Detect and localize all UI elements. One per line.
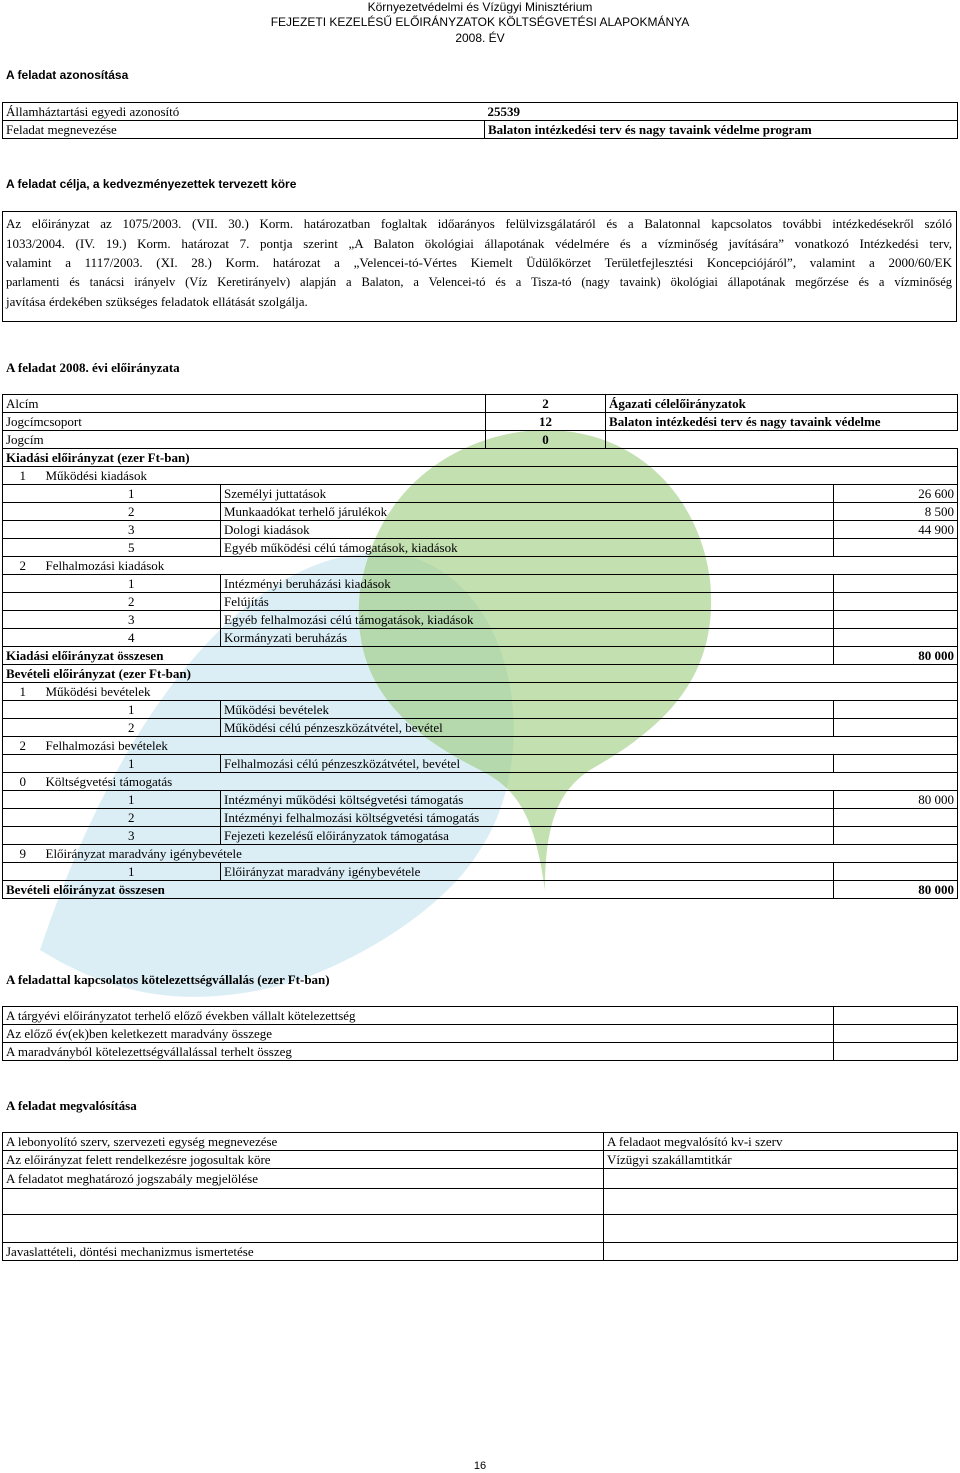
table-row: 1 Működési bevételek	[3, 701, 958, 719]
revenue-total-value: 80 000	[834, 881, 958, 899]
table-row: 9 Előirányzat maradvány igénybevétele	[3, 845, 958, 863]
revenue-header: Bevételi előirányzat (ezer Ft-ban)	[3, 665, 958, 683]
purpose-line: javítása érdekében szükséges feladatok ellátását szolgálja.	[6, 294, 308, 309]
table-row: Javaslattételi, döntési mechanizmus ismertetése	[3, 1243, 958, 1261]
table-row	[3, 449, 958, 467]
purpose-title: A feladat célja, a kedvezményezettek tervezett köre	[6, 177, 297, 191]
table-row: A lebonyolító szerv, szervezeti egység megnevezése A feladaot megvalósító kv-i szerv	[3, 1133, 958, 1151]
table-row: 1 Működési bevételek	[3, 683, 958, 701]
purpose-line: valamint a 1117/2003. (XI. 28.) Korm. határozat a „Velencei-tó-Vértes Kiemelt Üdülőkörzet Területfejlesztési Koncepciójáról”, valamint a 2000/60/EK	[6, 255, 952, 270]
alcim-label: Alcím	[3, 395, 486, 413]
expense-header: Kiadási előirányzat (ezer Ft-ban)	[3, 449, 958, 467]
budget-table	[2, 394, 958, 899]
table-row: Az előirányzat felett rendelkezésre jogosultak köre Vízügyi szakállamtitkár	[3, 1151, 958, 1169]
revenue-group-name: Felhalmozási bevételek	[43, 737, 958, 755]
expense-group-name: Felhalmozási kiadások	[43, 557, 958, 575]
page-number: 16	[473, 1460, 487, 1472]
budget-title: A feladat 2008. évi előirányzata	[6, 360, 180, 375]
alcim-name: Ágazati célelőirányzatok	[606, 395, 958, 413]
table-row	[3, 1189, 958, 1215]
expense-total-label: Kiadási előirányzat összesen	[3, 647, 834, 665]
id-value: 25539	[485, 103, 958, 121]
identification-table	[2, 102, 958, 139]
table-row: 1 Működési kiadások	[3, 467, 958, 485]
commitment-table	[2, 1006, 958, 1061]
table-row	[3, 647, 958, 665]
purpose-line: 1033/2004. (IV. 19.) Korm. határozat 7. pontja szerint „A Balaton ökológiai állapotának védelmére és a vízminőség javítására” vonatkozó Intézkedési terv,	[6, 235, 952, 251]
table-row	[3, 121, 958, 139]
table-row: 2 Felhalmozási bevételek	[3, 737, 958, 755]
table-row: 1 Intézményi beruházási kiadások	[3, 575, 958, 593]
implementation-title: A feladat megvalósítása	[6, 1098, 137, 1113]
implementation-table	[2, 1132, 958, 1261]
table-row	[3, 665, 958, 683]
table-row: 4 Kormányzati beruházás	[3, 629, 958, 647]
table-row: 2 Működési célú pénzeszközátvétel, bevétel	[3, 719, 958, 737]
table-row	[3, 881, 958, 899]
task-name-label: Feladat megnevezése	[3, 121, 203, 139]
table-row	[3, 103, 958, 121]
table-row: 5 Egyéb működési célú támogatások, kiadások	[3, 539, 958, 557]
revenue-group-name: Előirányzat maradvány igénybevétele	[43, 845, 958, 863]
purpose-text	[6, 214, 952, 312]
revenue-group-name: Működési bevételek	[43, 683, 958, 701]
table-row	[3, 431, 958, 449]
jogcimcsoport-num: 12	[486, 413, 606, 431]
jogcimcsoport-name: Balaton intézkedési terv és nagy tavaink védelme	[606, 413, 958, 431]
ministry-name: Környezetvédelmi és Vízügyi Minisztérium	[367, 0, 593, 14]
table-row: 2 Intézményi felhalmozási költségvetési támogatás	[3, 809, 958, 827]
revenue-total-label: Bevételi előirányzat összesen	[3, 881, 834, 899]
table-row	[3, 1215, 958, 1243]
table-row	[3, 395, 958, 413]
purpose-line: Az előirányzat az 1075/2003. (VII. 30.) Korm. határozatban foglaltak időarányos felülvizsgálatáról és a Balatonnal kapcsolatos további intézkedésekről szóló	[6, 216, 952, 231]
table-row: Az előző év(ek)ben keletkezett maradvány összege	[3, 1025, 958, 1043]
table-row: 3 Egyéb felhalmozási célú támogatások, kiadások	[3, 611, 958, 629]
jogcimcsoport-label: Jogcímcsoport	[3, 413, 486, 431]
document-title: FEJEZETI KEZELÉSŰ ELŐIRÁNYZATOK KÖLTSÉGVETÉSI ALAPOKMÁNYA	[270, 15, 690, 29]
alcim-num: 2	[486, 395, 606, 413]
identification-title: A feladat azonosítása	[6, 68, 129, 82]
table-row: A tárgyévi előirányzatot terhelő előző években vállalt kötelezettség	[3, 1007, 958, 1025]
purpose-line: parlamenti és tanácsi irányelv (Víz Keretirányelv) alapján a Balaton, a Velencei-tó és a Tisza-tó (nagy tavaink) ökológiai állapotának megőrzése és a vízminőség	[6, 274, 952, 289]
expense-group-name: Működési kiadások	[43, 467, 958, 485]
table-row: 3 Fejezeti kezelésű előirányzatok támogatása	[3, 827, 958, 845]
table-row: 0 Költségvetési támogatás	[3, 773, 958, 791]
table-row: 1 Intézményi működési költségvetési támogatás 80 000	[3, 791, 958, 809]
table-row: 1 Előirányzat maradvány igénybevétele	[3, 863, 958, 881]
table-row	[3, 413, 958, 431]
jogcim-num: 0	[486, 431, 606, 449]
table-row: A maradványból kötelezettségvállalással terhelt összeg	[3, 1043, 958, 1061]
jogcim-label: Jogcím	[3, 431, 486, 449]
expense-total-value: 80 000	[834, 647, 958, 665]
document-year: 2008. ÉV	[455, 31, 505, 45]
revenue-group-name: Költségvetési támogatás	[43, 773, 958, 791]
table-row: 2 Munkaadókat terhelő járulékok 8 500	[3, 503, 958, 521]
table-row: A feladatot meghatározó jogszabály megjelölése	[3, 1169, 958, 1189]
commitment-title: A feladattal kapcsolatos kötelezettségvállalás (ezer Ft-ban)	[6, 972, 330, 987]
task-name-value: Balaton intézkedési terv és nagy tavaink védelme program	[485, 121, 958, 139]
id-label: Államháztartási egyedi azonosító	[3, 103, 203, 121]
table-row: 1 Személyi juttatások 26 600	[3, 485, 958, 503]
table-row: 2 Felhalmozási kiadások	[3, 557, 958, 575]
table-row: 1 Felhalmozási célú pénzeszközátvétel, bevétel	[3, 755, 958, 773]
table-row: 2 Felújítás	[3, 593, 958, 611]
table-row: 3 Dologi kiadások 44 900	[3, 521, 958, 539]
